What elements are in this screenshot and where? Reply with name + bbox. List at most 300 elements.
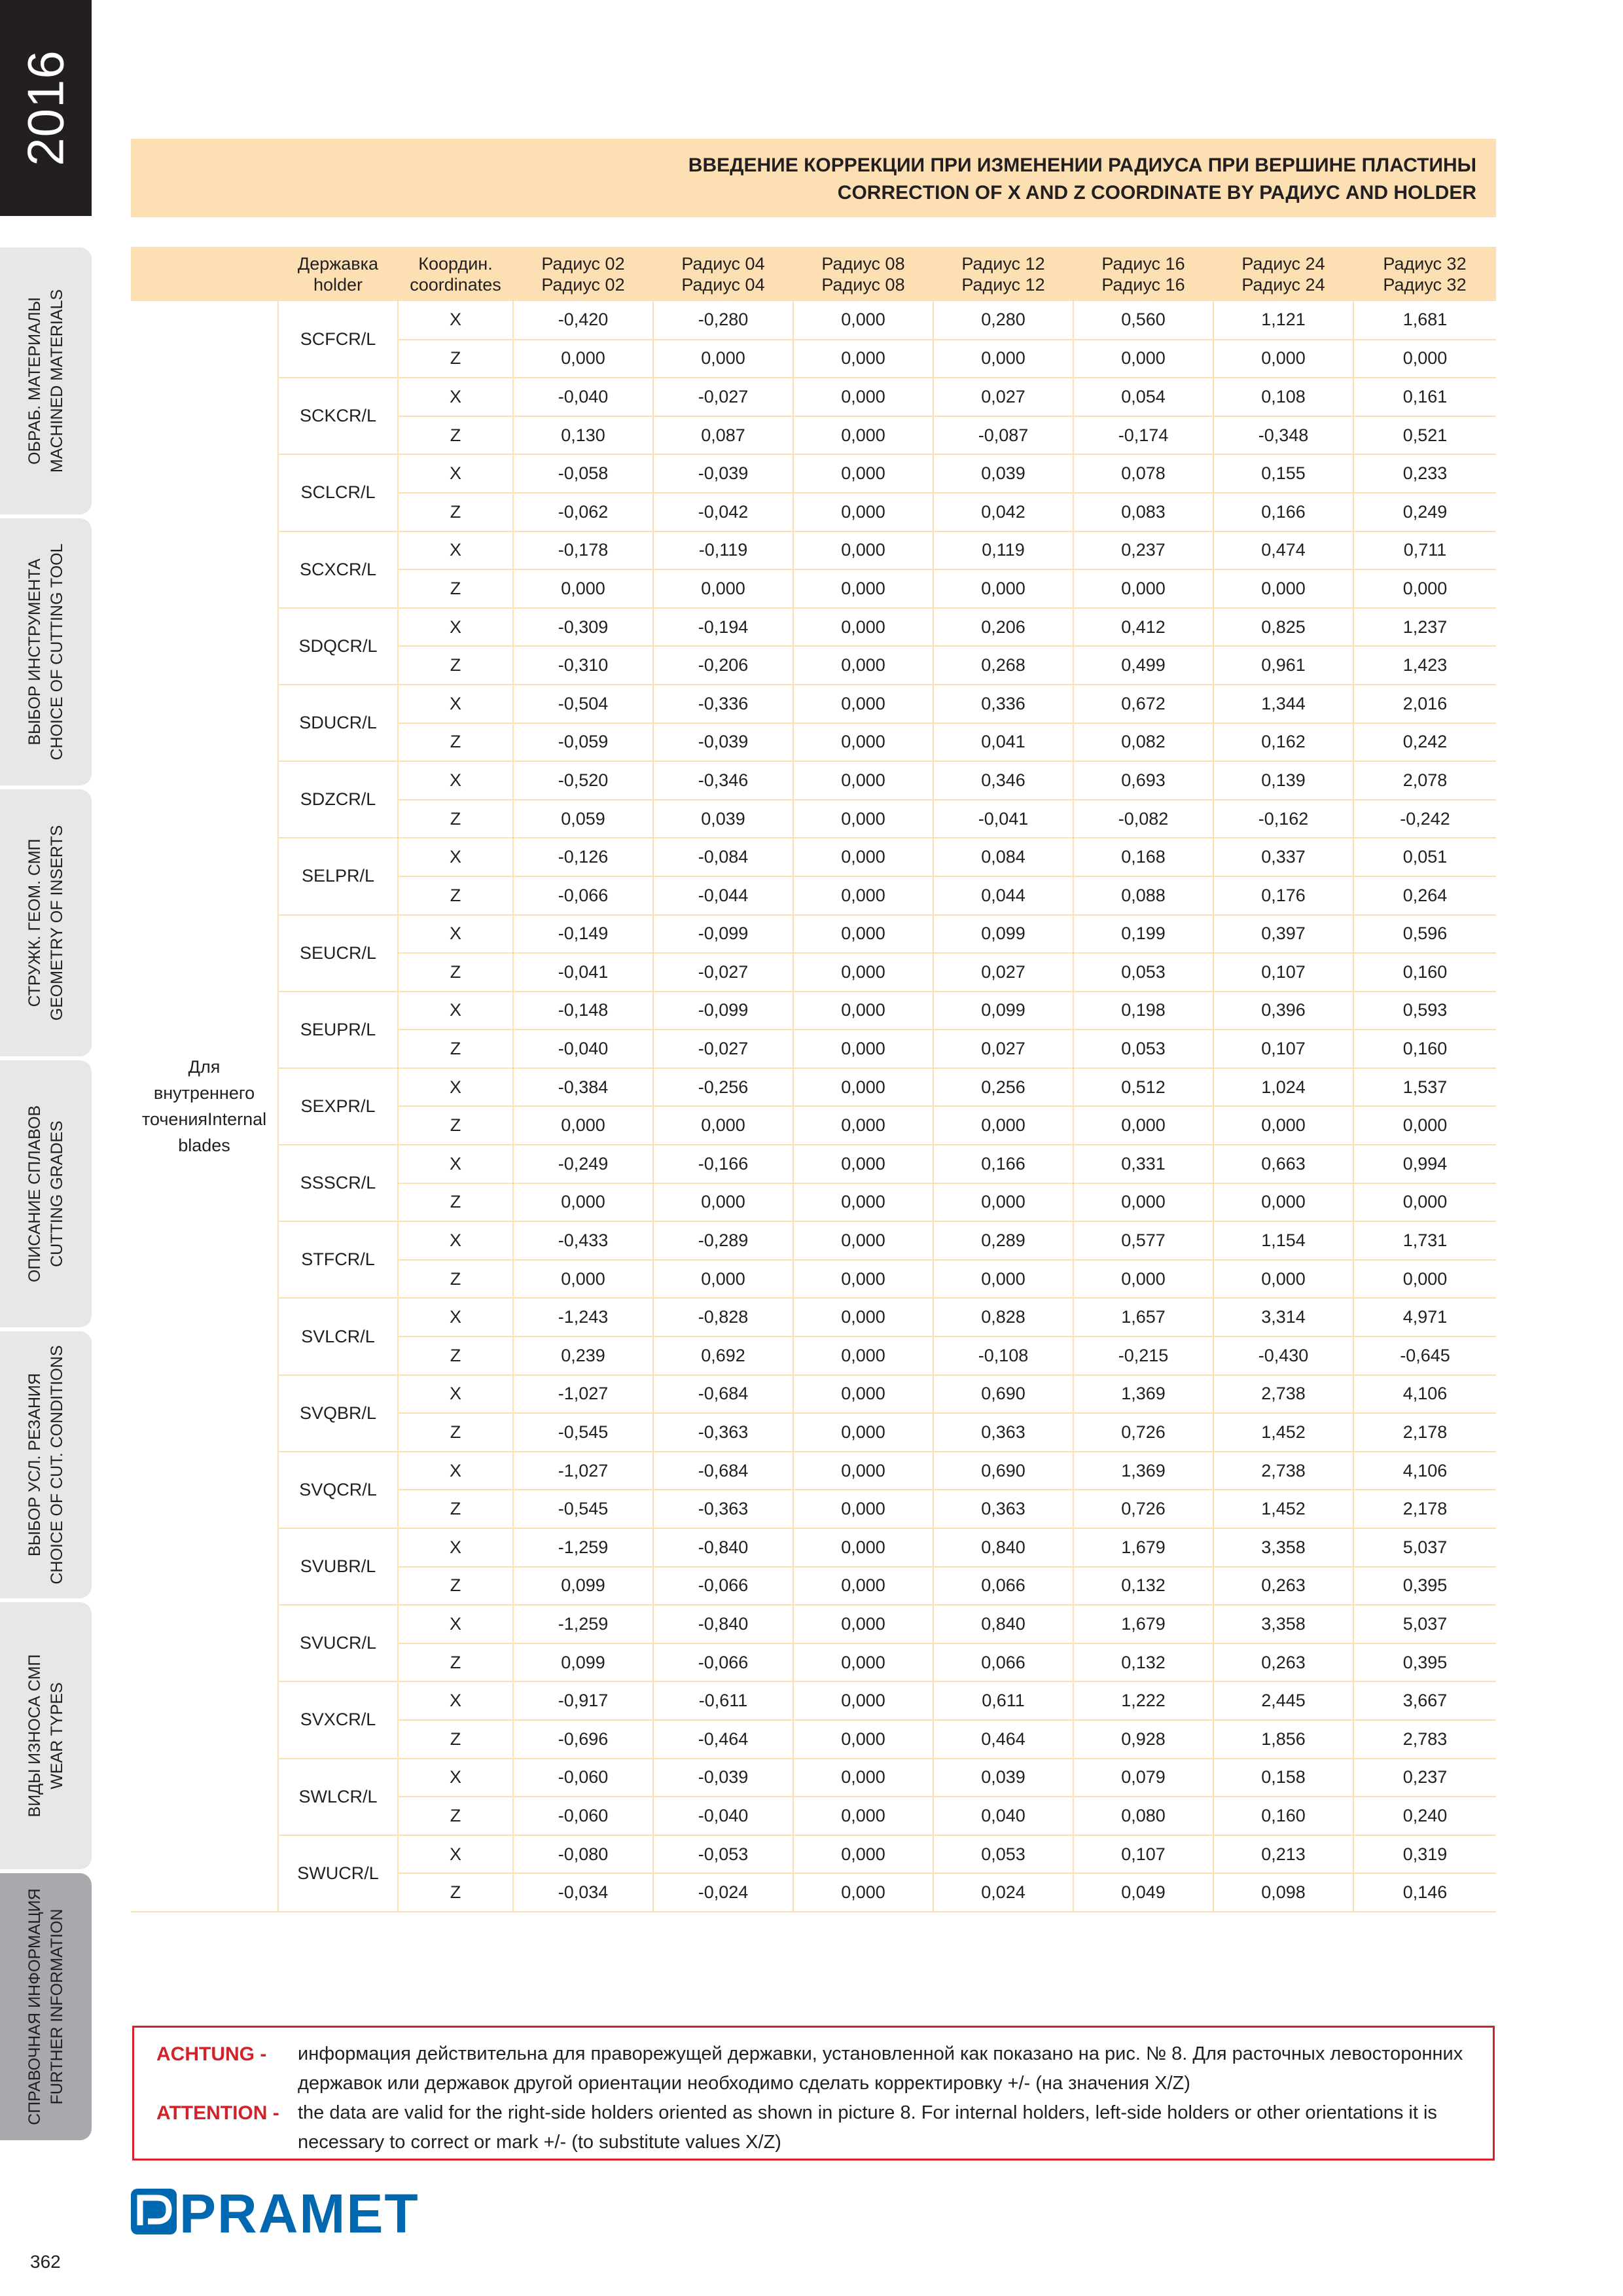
holder-cell: SVLCR/L [278, 1298, 398, 1374]
value-cell: 2,178 [1353, 1413, 1496, 1452]
sidebar-tab-1[interactable] [0, 247, 92, 514]
value-cell: 3,667 [1353, 1681, 1496, 1720]
value-cell: -0,611 [653, 1681, 793, 1720]
value-cell: -0,309 [513, 608, 653, 647]
value-cell: 0,053 [1073, 953, 1213, 992]
value-cell: -0,280 [653, 301, 793, 340]
value-cell: 0,099 [933, 915, 1073, 954]
pramet-logo [131, 2183, 419, 2244]
value-cell: -0,840 [653, 1528, 793, 1567]
value-cell: 1,681 [1353, 301, 1496, 340]
value-cell: 0,160 [1353, 1030, 1496, 1068]
header-radius-3: Радиус 08 Радиус 08 [793, 247, 933, 301]
value-cell: 0,240 [1353, 1797, 1496, 1835]
value-cell: 1,679 [1073, 1605, 1213, 1643]
value-cell: 0,346 [933, 761, 1073, 800]
coordinate-cell: Z [398, 723, 513, 762]
sidebar-tab-label [24, 1069, 68, 1318]
header-radius-2: Радиус 04 Радиус 04 [653, 247, 793, 301]
value-cell: 1,731 [1353, 1221, 1496, 1260]
coordinate-cell: Z [398, 1797, 513, 1835]
value-cell: 0,044 [933, 876, 1073, 915]
value-cell: 0,087 [653, 416, 793, 455]
coordinate-cell: X [398, 608, 513, 647]
value-cell: -0,215 [1073, 1336, 1213, 1375]
value-cell: 0,000 [1353, 1183, 1496, 1222]
value-cell: -0,166 [653, 1145, 793, 1183]
value-cell: -0,148 [513, 992, 653, 1030]
value-cell: 1,237 [1353, 608, 1496, 647]
value-cell: -1,259 [513, 1605, 653, 1643]
sidebar-tab-4[interactable] [0, 1060, 92, 1327]
table-row [131, 992, 1496, 1030]
coordinate-cell: Z [398, 1183, 513, 1222]
value-cell: -0,684 [653, 1375, 793, 1414]
value-cell: -0,024 [653, 1873, 793, 1912]
value-cell: 0,000 [793, 493, 933, 531]
value-cell: 1,154 [1213, 1221, 1353, 1260]
value-cell: 0,000 [793, 1490, 933, 1528]
table-row [131, 301, 1496, 340]
value-cell: -0,430 [1213, 1336, 1353, 1375]
table-row [131, 1605, 1496, 1643]
coordinate-cell: X [398, 992, 513, 1030]
sidebar-tab-3[interactable] [0, 789, 92, 1056]
value-cell: 0,264 [1353, 876, 1496, 915]
coordinate-cell: X [398, 838, 513, 876]
value-cell: 4,106 [1353, 1375, 1496, 1414]
value-cell: -0,040 [513, 1030, 653, 1068]
header-holder: Державка holder [278, 247, 398, 301]
table-row [131, 454, 1496, 493]
table-row [131, 1221, 1496, 1260]
value-cell: -1,259 [513, 1528, 653, 1567]
value-cell: 5,037 [1353, 1605, 1496, 1643]
sidebar-tab-2[interactable] [0, 518, 92, 785]
value-cell: 0,000 [1213, 1106, 1353, 1145]
holder-cell: SVUBR/L [278, 1528, 398, 1605]
sidebar-tab-label [24, 1611, 68, 1860]
value-cell: 0,000 [513, 1183, 653, 1222]
value-cell: 0,000 [933, 340, 1073, 378]
value-cell: 0,249 [1353, 493, 1496, 531]
sidebar-tab-label-ru: ОПИСАНИЕ СПЛАВОВ [26, 1105, 44, 1283]
coordinate-cell: X [398, 915, 513, 954]
value-cell: 0,132 [1073, 1567, 1213, 1605]
value-cell: -0,062 [513, 493, 653, 531]
coordinate-cell: X [398, 1835, 513, 1874]
pramet-logo-icon [131, 2189, 177, 2234]
value-cell: -0,840 [653, 1605, 793, 1643]
sidebar [0, 0, 92, 2296]
value-cell: 0,130 [513, 416, 653, 455]
value-cell: 0,000 [653, 569, 793, 608]
header-application [131, 247, 278, 301]
value-cell: 0,840 [933, 1605, 1073, 1643]
value-cell: -0,126 [513, 838, 653, 876]
value-cell: 0,176 [1213, 876, 1353, 915]
coordinate-cell: X [398, 1528, 513, 1567]
value-cell: 0,000 [793, 1835, 933, 1874]
table-row [131, 1681, 1496, 1720]
value-cell: 0,199 [1073, 915, 1213, 954]
value-cell: 0,560 [1073, 301, 1213, 340]
value-cell: 2,078 [1353, 761, 1496, 800]
value-cell: 0,000 [793, 340, 933, 378]
header-radius-4: Радиус 12 Радиус 12 [933, 247, 1073, 301]
value-cell: -0,194 [653, 608, 793, 647]
value-cell: -0,384 [513, 1068, 653, 1107]
coordinate-cell: Z [398, 646, 513, 685]
value-cell: -0,108 [933, 1336, 1073, 1375]
value-cell: -0,420 [513, 301, 653, 340]
value-cell: 3,314 [1213, 1298, 1353, 1336]
value-cell: 2,783 [1353, 1720, 1496, 1759]
coordinate-cell: X [398, 1145, 513, 1183]
value-cell: 0,268 [933, 646, 1073, 685]
value-cell: -0,310 [513, 646, 653, 685]
value-cell: 0,027 [933, 953, 1073, 992]
value-cell: 0,690 [933, 1452, 1073, 1490]
value-cell: 0,593 [1353, 992, 1496, 1030]
value-cell: -0,119 [653, 531, 793, 570]
holder-cell: SVXCR/L [278, 1681, 398, 1758]
value-cell: 1,024 [1213, 1068, 1353, 1107]
value-cell: 0,000 [793, 608, 933, 647]
value-cell: -0,099 [653, 915, 793, 954]
coordinate-cell: Z [398, 1643, 513, 1682]
value-cell: 0,000 [653, 340, 793, 378]
value-cell: 0,263 [1213, 1643, 1353, 1682]
value-cell: -0,545 [513, 1490, 653, 1528]
value-cell: 0,000 [1213, 1183, 1353, 1222]
value-cell: 0,168 [1073, 838, 1213, 876]
value-cell: -0,039 [653, 454, 793, 493]
value-cell: -0,040 [653, 1797, 793, 1835]
value-cell: 0,000 [793, 1681, 933, 1720]
value-cell: -0,504 [513, 685, 653, 723]
coordinate-cell: X [398, 301, 513, 340]
value-cell: 0,000 [793, 685, 933, 723]
value-cell: 0,027 [933, 1030, 1073, 1068]
value-cell: -0,520 [513, 761, 653, 800]
holder-cell: SEUCR/L [278, 915, 398, 992]
value-cell: -0,027 [653, 953, 793, 992]
value-cell: 0,059 [513, 800, 653, 838]
value-cell: 4,971 [1353, 1298, 1496, 1336]
coordinate-cell: Z [398, 416, 513, 455]
sidebar-tab-label-ru: ВЫБОР ИНСТРУМЕНТА [26, 558, 44, 745]
value-cell: 0,239 [513, 1336, 653, 1375]
value-cell: 0,107 [1073, 1835, 1213, 1874]
coordinate-cell: Z [398, 1260, 513, 1299]
value-cell: 0,000 [793, 1567, 933, 1605]
value-cell: 0,083 [1073, 493, 1213, 531]
value-cell: 0,611 [933, 1681, 1073, 1720]
value-cell: -0,066 [513, 876, 653, 915]
holder-cell: SWLCR/L [278, 1759, 398, 1835]
value-cell: 0,155 [1213, 454, 1353, 493]
sidebar-tab-label-en: CUTTING GRADES [48, 1121, 66, 1267]
coordinate-cell: X [398, 1452, 513, 1490]
value-cell: 0,412 [1073, 608, 1213, 647]
value-cell: -0,545 [513, 1413, 653, 1452]
value-cell: 0,000 [793, 1030, 933, 1068]
value-cell: 0,082 [1073, 723, 1213, 762]
value-cell: 0,000 [793, 761, 933, 800]
value-cell: -0,178 [513, 531, 653, 570]
value-cell: 0,692 [653, 1336, 793, 1375]
value-cell: 0,000 [793, 1797, 933, 1835]
holder-cell: SDQCR/L [278, 608, 398, 685]
sidebar-tab-label-en: WEAR TYPES [48, 1682, 66, 1789]
notice-box [132, 2026, 1495, 2161]
value-cell: 0,000 [793, 301, 933, 340]
value-cell: 0,160 [1353, 953, 1496, 992]
value-cell: 0,397 [1213, 915, 1353, 954]
value-cell: -0,363 [653, 1413, 793, 1452]
value-cell: 0,108 [1213, 378, 1353, 416]
table-row [131, 1759, 1496, 1797]
value-cell: -0,034 [513, 1873, 653, 1912]
value-cell: -0,256 [653, 1068, 793, 1107]
value-cell: 0,000 [513, 569, 653, 608]
value-cell: 1,423 [1353, 646, 1496, 685]
value-cell: 0,000 [793, 876, 933, 915]
coordinate-cell: X [398, 1298, 513, 1336]
value-cell: -1,027 [513, 1452, 653, 1490]
value-cell: 0,237 [1073, 531, 1213, 570]
sidebar-tab-label-en: GEOMETRY OF INSERTS [48, 825, 66, 1021]
value-cell: -0,058 [513, 454, 653, 493]
value-cell: 0,000 [793, 1145, 933, 1183]
value-cell: 0,000 [793, 531, 933, 570]
title-bar [131, 139, 1496, 217]
header-radius-6: Радиус 24 Радиус 24 [1213, 247, 1353, 301]
value-cell: 0,054 [1073, 378, 1213, 416]
value-cell: -0,066 [653, 1567, 793, 1605]
value-cell: 0,237 [1353, 1759, 1496, 1797]
coordinate-cell: Z [398, 1720, 513, 1759]
value-cell: 0,053 [933, 1835, 1073, 1874]
table-row [131, 915, 1496, 954]
page-title-en: CORRECTION OF X AND Z COORDINATE BY РАДИУС AND HOLDER [837, 182, 1476, 204]
value-cell: 0,000 [793, 838, 933, 876]
value-cell: 0,000 [793, 454, 933, 493]
holder-cell: SDZCR/L [278, 761, 398, 838]
value-cell: -0,060 [513, 1797, 653, 1835]
coordinate-cell: Z [398, 1336, 513, 1375]
value-cell: 0,395 [1353, 1567, 1496, 1605]
value-cell: -0,080 [513, 1835, 653, 1874]
value-cell: -0,363 [653, 1490, 793, 1528]
value-cell: 0,000 [933, 1260, 1073, 1299]
value-cell: -0,645 [1353, 1336, 1496, 1375]
achtung-label: ACHTUNG - [156, 2043, 267, 2065]
holder-cell: SCXCR/L [278, 531, 398, 608]
table-row [131, 1298, 1496, 1336]
value-cell: 0,000 [793, 1106, 933, 1145]
coordinate-cell: Z [398, 340, 513, 378]
sidebar-tab-label-ru: ОБРАБ. МАТЕРИАЛЫ [26, 297, 44, 465]
value-cell: 0,000 [1213, 569, 1353, 608]
value-cell: 0,000 [793, 1298, 933, 1336]
holder-cell: SWUCR/L [278, 1835, 398, 1912]
value-cell: 0,726 [1073, 1490, 1213, 1528]
value-cell: 0,024 [933, 1873, 1073, 1912]
value-cell: 0,088 [1073, 876, 1213, 915]
value-cell: 0,000 [793, 1068, 933, 1107]
value-cell: 5,037 [1353, 1528, 1496, 1567]
coordinate-cell: Z [398, 493, 513, 531]
value-cell: 2,738 [1213, 1375, 1353, 1414]
sidebar-tab-label [24, 1340, 68, 1589]
value-cell: 0,672 [1073, 685, 1213, 723]
table-row [131, 685, 1496, 723]
value-cell: 0,040 [933, 1797, 1073, 1835]
value-cell: -0,040 [513, 378, 653, 416]
value-cell: 0,256 [933, 1068, 1073, 1107]
value-cell: 0,512 [1073, 1068, 1213, 1107]
value-cell: -0,242 [1353, 800, 1496, 838]
sidebar-tab-5[interactable] [0, 1331, 92, 1598]
value-cell: 0,166 [933, 1145, 1073, 1183]
value-cell: 1,121 [1213, 301, 1353, 340]
coordinate-cell: X [398, 685, 513, 723]
value-cell: 0,000 [793, 1336, 933, 1375]
coordinate-cell: Z [398, 800, 513, 838]
sidebar-tab-label [24, 257, 68, 505]
value-cell: 0,039 [653, 800, 793, 838]
value-cell: 0,280 [933, 301, 1073, 340]
pramet-logo-text: PRAMET [179, 2183, 419, 2244]
coordinate-cell: X [398, 531, 513, 570]
value-cell: 0,099 [933, 992, 1073, 1030]
value-cell: 0,198 [1073, 992, 1213, 1030]
sidebar-tab-label-en: CHOICE OF CUTTING TOOL [48, 543, 66, 761]
holder-cell: SCLCR/L [278, 454, 398, 531]
value-cell: 1,452 [1213, 1490, 1353, 1528]
holder-cell: SVQBR/L [278, 1375, 398, 1452]
sidebar-tab-label-en: CHOICE OF CUT. CONDITIONS [48, 1345, 66, 1585]
coordinate-cell: Z [398, 1490, 513, 1528]
value-cell: 1,679 [1073, 1528, 1213, 1567]
value-cell: 0,000 [793, 1643, 933, 1682]
coordinate-cell: X [398, 1221, 513, 1260]
value-cell: 0,000 [933, 1183, 1073, 1222]
value-cell: 0,042 [933, 493, 1073, 531]
value-cell: 0,596 [1353, 915, 1496, 954]
sidebar-tab-label-ru: ВИДЫ ИЗНОСА СМП [26, 1654, 44, 1818]
value-cell: 0,066 [933, 1567, 1073, 1605]
notice-text-en: the data are valid for the right-side holders oriented as shown in picture 8. For internal holders, left-side holders or other orientations it is necessary to correct or mark +/- (to substitute values X/Z) [298, 2102, 1437, 2153]
value-cell: 0,331 [1073, 1145, 1213, 1183]
holder-cell: SEUPR/L [278, 992, 398, 1068]
value-cell: 0,000 [793, 800, 933, 838]
value-cell: 0,711 [1353, 531, 1496, 570]
attention-label: ATTENTION - [156, 2102, 279, 2124]
value-cell: 0,079 [1073, 1759, 1213, 1797]
sidebar-tab-6[interactable] [0, 1602, 92, 1869]
year-label: 2016 [16, 50, 75, 166]
value-cell: 0,363 [933, 1413, 1073, 1452]
value-cell: -0,060 [513, 1759, 653, 1797]
value-cell: -0,059 [513, 723, 653, 762]
value-cell: -0,087 [933, 416, 1073, 455]
value-cell: 0,098 [1213, 1873, 1353, 1912]
coordinate-cell: Z [398, 569, 513, 608]
value-cell: 3,358 [1213, 1528, 1353, 1567]
value-cell: 0,041 [933, 723, 1073, 762]
holder-cell: SCFCR/L [278, 301, 398, 378]
value-cell: 0,000 [793, 723, 933, 762]
table-row [131, 1835, 1496, 1874]
value-cell: 0,363 [933, 1490, 1073, 1528]
value-cell: -0,039 [653, 723, 793, 762]
coordinate-cell: X [398, 1605, 513, 1643]
value-cell: 0,000 [1073, 1183, 1213, 1222]
value-cell: 0,000 [793, 1183, 933, 1222]
value-cell: 0,000 [793, 1221, 933, 1260]
value-cell: 0,160 [1213, 1797, 1353, 1835]
value-cell: -0,696 [513, 1720, 653, 1759]
value-cell: -0,206 [653, 646, 793, 685]
value-cell: -0,289 [653, 1221, 793, 1260]
value-cell: 0,474 [1213, 531, 1353, 570]
value-cell: 1,369 [1073, 1452, 1213, 1490]
coordinate-cell: X [398, 454, 513, 493]
value-cell: -0,042 [653, 493, 793, 531]
value-cell: 0,693 [1073, 761, 1213, 800]
value-cell: 0,000 [933, 1106, 1073, 1145]
value-cell: 0,051 [1353, 838, 1496, 876]
value-cell: -0,149 [513, 915, 653, 954]
value-cell: 0,166 [1213, 493, 1353, 531]
value-cell: 0,162 [1213, 723, 1353, 762]
value-cell: 0,053 [1073, 1030, 1213, 1068]
holder-cell: SEXPR/L [278, 1068, 398, 1145]
value-cell: 0,000 [793, 953, 933, 992]
value-cell: 0,027 [933, 378, 1073, 416]
value-cell: 0,000 [793, 1452, 933, 1490]
value-cell: -0,684 [653, 1452, 793, 1490]
value-cell: 0,000 [1073, 340, 1213, 378]
value-cell: 0,078 [1073, 454, 1213, 493]
value-cell: 0,000 [793, 1260, 933, 1299]
sidebar-tab-7[interactable] [0, 1873, 92, 2140]
sidebar-tab-label-ru: СТРУЖК. ГЕОМ. СМП [26, 838, 44, 1007]
value-cell: -0,039 [653, 1759, 793, 1797]
value-cell: 0,000 [513, 1106, 653, 1145]
value-cell: 0,521 [1353, 416, 1496, 455]
coordinate-cell: Z [398, 1873, 513, 1912]
value-cell: -0,041 [933, 800, 1073, 838]
table-row [131, 1068, 1496, 1107]
value-cell: 0,000 [933, 569, 1073, 608]
value-cell: 0,000 [513, 340, 653, 378]
value-cell: 0,726 [1073, 1413, 1213, 1452]
value-cell: 0,000 [1353, 569, 1496, 608]
value-cell: 2,445 [1213, 1681, 1353, 1720]
value-cell: -0,066 [653, 1643, 793, 1682]
value-cell: 0,107 [1213, 1030, 1353, 1068]
value-cell: 0,577 [1073, 1221, 1213, 1260]
value-cell: -0,346 [653, 761, 793, 800]
value-cell: 0,039 [933, 1759, 1073, 1797]
value-cell: 0,206 [933, 608, 1073, 647]
header-coordinates: Координ. coordinates [398, 247, 513, 301]
correction-table [131, 247, 1496, 1912]
